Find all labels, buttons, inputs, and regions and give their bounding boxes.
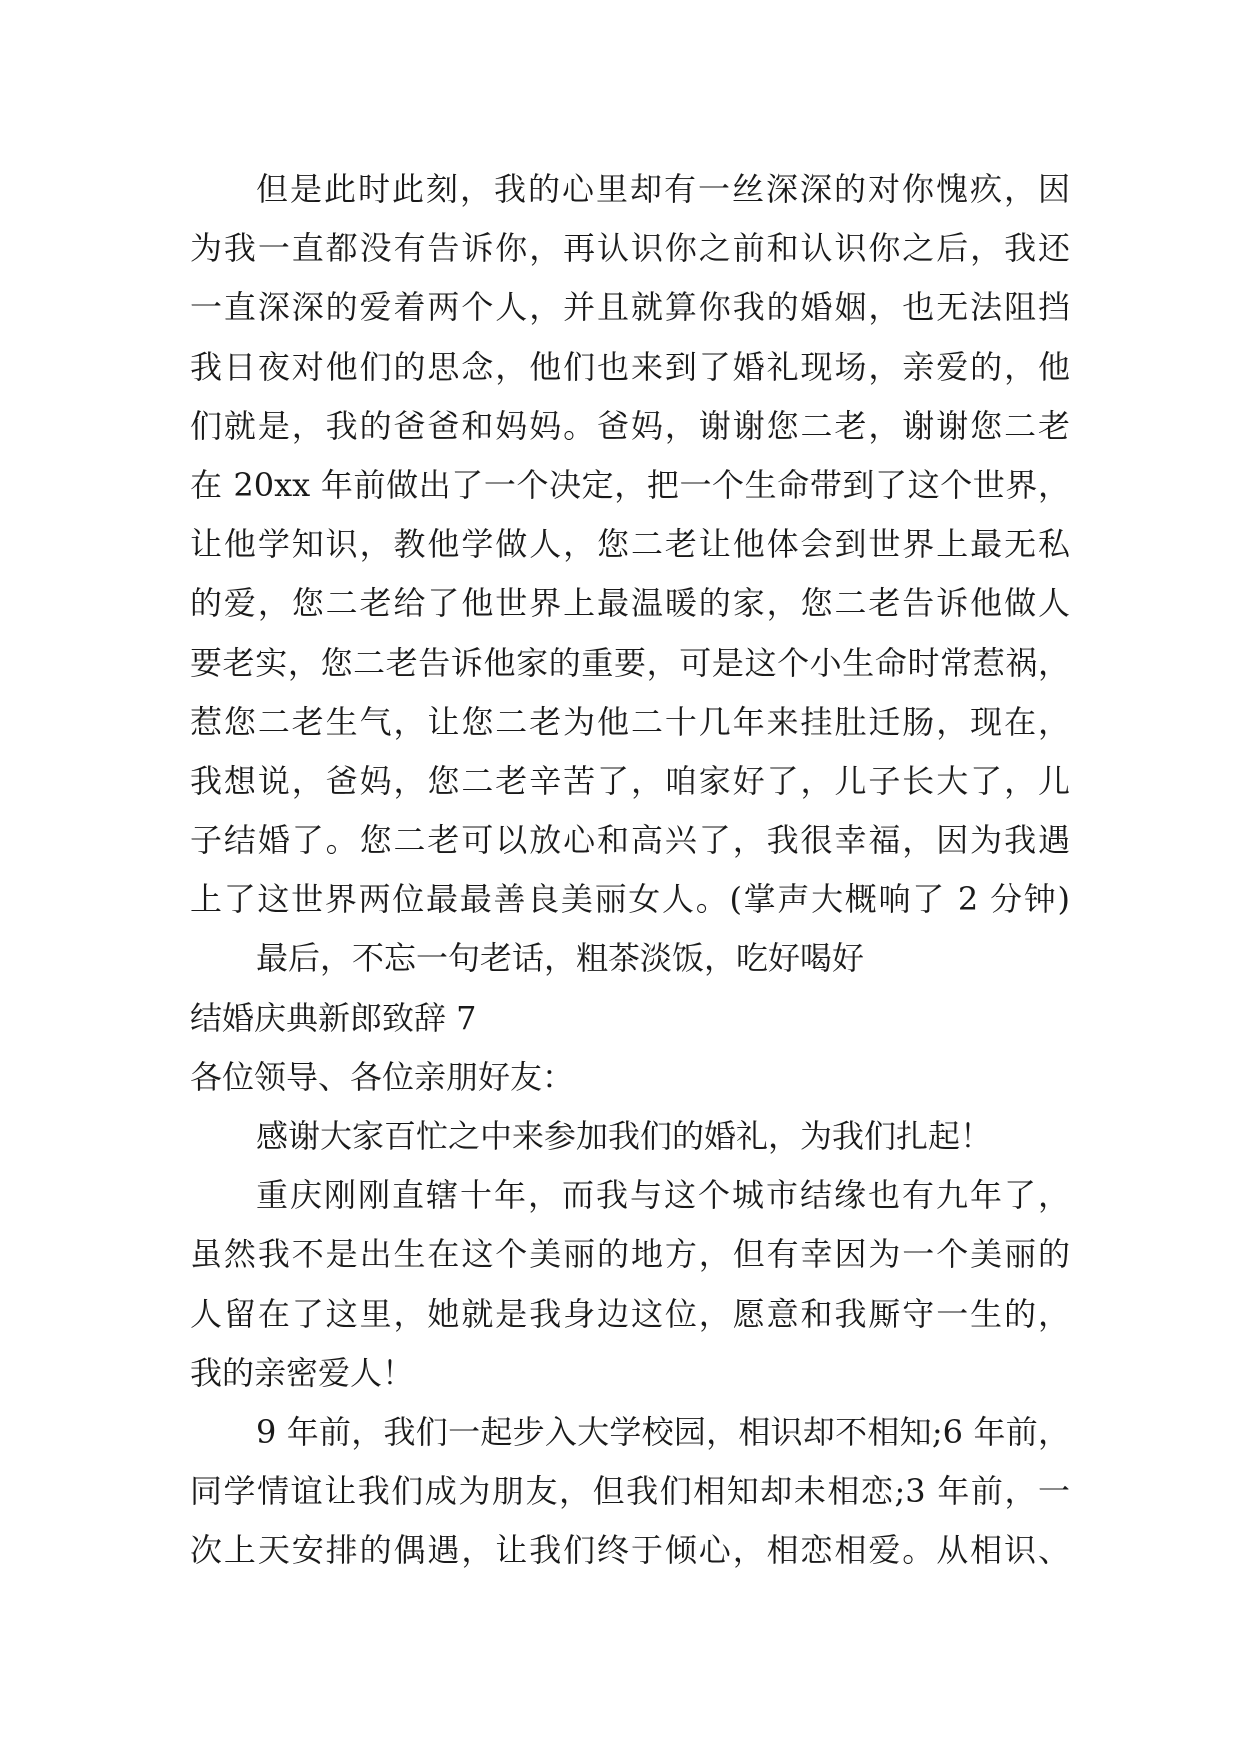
text-line: 我的亲密爱人！ — [190, 1353, 415, 1392]
text-line: 但是此时此刻，我的心里却有一丝深深的对你愧疚，因 — [256, 170, 1070, 208]
text-line: 我日夜对他们的思念，他们也来到了婚礼现场，亲爱的，他 — [190, 347, 1070, 386]
text-line: 各位领导、各位亲朋好友： — [190, 1057, 575, 1096]
text-line: 最后，不忘一句老话，粗茶淡饭，吃好喝好 — [256, 939, 865, 978]
text-line: 要老实，您二老告诉他家的重要，可是这个小生命时常惹祸， — [190, 643, 1070, 682]
document-body — [190, 160, 1070, 1581]
text-line: 子结婚了。您二老可以放心和高兴了，我很幸福，因为我遇 — [190, 821, 1070, 860]
text-line: 上了这世界两位最最善良美丽女人。(掌声大概响了 2 分钟) — [190, 880, 1070, 919]
text-line: 们就是，我的爸爸和妈妈。爸妈，谢谢您二老，谢谢您二老 — [190, 406, 1070, 445]
text-line: 一直深深的爱着两个人，并且就算你我的婚姻，也无法阻挡 — [190, 288, 1070, 327]
text-line: 次上天安排的偶遇，让我们终于倾心，相恋相爱。从相识、 — [190, 1531, 1070, 1570]
text-line: 感谢大家百忙之中来参加我们的婚礼，为我们扎起！ — [256, 1117, 993, 1155]
text-line: 的爱，您二老给了他世界上最温暖的家，您二老告诉他做人 — [190, 584, 1070, 623]
text-line: 虽然我不是出生在这个美丽的地方，但有幸因为一个美丽的 — [190, 1235, 1070, 1274]
text-line: 在 20xx 年前做出了一个决定，把一个生命带到了这个世界， — [190, 465, 1070, 504]
text-line: 我想说，爸妈，您二老辛苦了，咱家好了，儿子长大了，儿 — [190, 761, 1070, 800]
text-line: 9 年前，我们一起步入大学校园，相识却不相知;6 年前， — [256, 1412, 1070, 1451]
text-line: 同学情谊让我们成为朋友，但我们相知却未相恋;3 年前，一 — [190, 1472, 1070, 1511]
text-line: 重庆刚刚直辖十年，而我与这个城市结缘也有九年了， — [256, 1176, 1070, 1215]
text-line: 惹您二老生气，让您二老为他二十几年来挂肚迁肠，现在， — [190, 702, 1070, 741]
text-line: 结婚庆典新郎致辞 7 — [190, 998, 477, 1037]
text-line: 让他学知识，教他学做人，您二老让他体会到世界上最无私 — [190, 525, 1070, 564]
text-line: 为我一直都没有告诉你，再认识你之前和认识你之后，我还 — [190, 229, 1070, 268]
text-line: 人留在了这里，她就是我身边这位，愿意和我厮守一生的， — [190, 1294, 1070, 1333]
